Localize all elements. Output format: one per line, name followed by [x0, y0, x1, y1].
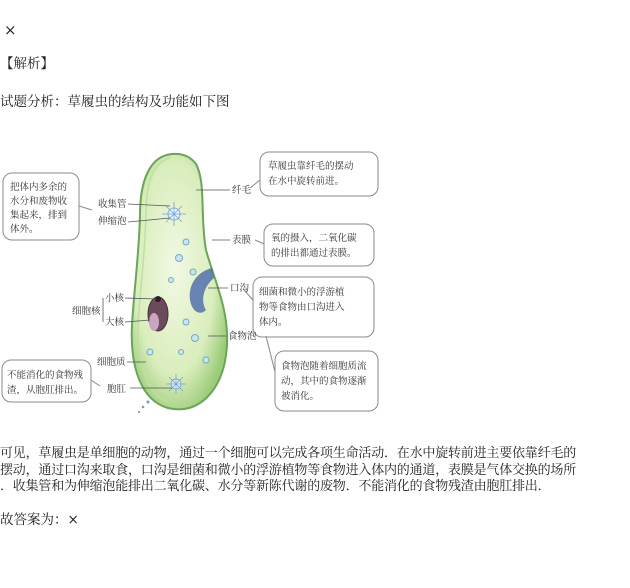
paramecium-body [132, 154, 227, 413]
paramecium-diagram [0, 140, 390, 426]
bubble-right-vacuole-line-2: 动，其中的食物逐渐 [281, 376, 367, 387]
label-oral-groove: 口沟 [230, 283, 250, 294]
label-macronucleus: 大核 [105, 317, 125, 328]
label-collecting-tube: 收集管 [98, 199, 127, 210]
answer-line: 故答案为：× [0, 512, 79, 528]
bubble-right-membrane [264, 224, 374, 266]
explanation-line-1: 可见，草履虫是单细胞的动物，通过一个细胞可以完成各项生命活动．在水中旋转前进主要依靠纤毛的 [0, 446, 577, 461]
bubble-left-top-line-3: 集起来，排到 [10, 210, 68, 221]
explanation-line-2: 摆动，通过口沟来取食，口沟是细菌和微小的浮游植物等食物进入体内的通道，表膜是气体交换的场所 [0, 462, 577, 478]
bubble-right-groove-line-1: 细菌和微小的浮游植 [259, 287, 345, 298]
label-membrane: 表膜 [232, 235, 252, 246]
bubble-left-top-line-2: 水分和废物收 [10, 196, 68, 207]
explanation-line-3: ．收集管和为伸缩泡能排出二氧化碳、水分等新陈代谢的废物．不能消化的食物残渣由胞肛排出． [0, 479, 551, 494]
bubble-left-top-line-1: 把体内多余的 [10, 182, 68, 193]
label-contractile-vacuole: 伸缩泡 [98, 216, 127, 227]
bubble-right-groove-line-2: 物等食物由口沟进入 [259, 302, 345, 313]
bubble-right-groove-line-3: 体内。 [259, 317, 288, 328]
analysis-intro: 试题分析：草履虫的结构及功能如下图 [0, 94, 230, 110]
bubble-left-bottom-line-2: 渣，从胞肛排出。 [7, 385, 84, 396]
pointer-left-bottom [91, 380, 100, 386]
bubble-right-cilia [260, 152, 378, 196]
bubble-right-membrane-line-2: 的排出都通过表膜。 [271, 248, 357, 259]
bubble-right-cilia-line-2: 在水中旋转前进。 [268, 176, 345, 187]
pointer-left-top [79, 206, 92, 210]
pointer-right-vacuole [266, 336, 275, 372]
bubble-right-vacuole-line-3: 被消化。 [281, 391, 320, 402]
bubble-left-bottom-line-1: 不能消化的食物残 [7, 370, 84, 381]
label-cytoplasm: 细胞质 [97, 357, 126, 368]
pointer-right-membrane [255, 240, 264, 244]
pointer-right-cilia [250, 180, 260, 188]
top-cross-mark: × [4, 21, 17, 39]
bubble-right-cilia-line-1: 草履虫靠纤毛的摆动 [268, 161, 354, 172]
bubble-left-top-line-4: 体外。 [10, 224, 39, 235]
explanation-paragraph [0, 446, 630, 496]
label-nucleus: 细胞核 [72, 306, 101, 317]
label-micronucleus: 小核 [105, 293, 125, 304]
label-anal-pore: 胞肛 [107, 384, 127, 395]
bubble-right-vacuole-line-1: 食物泡随着细胞质流 [281, 361, 367, 372]
label-cilia: 纤毛 [232, 185, 252, 196]
label-food-vacuole: 食物泡 [228, 331, 257, 342]
bubble-right-membrane-line-1: 氧的摄入，二氧化碳 [271, 233, 357, 244]
section-title: 【解析】 [0, 56, 54, 72]
